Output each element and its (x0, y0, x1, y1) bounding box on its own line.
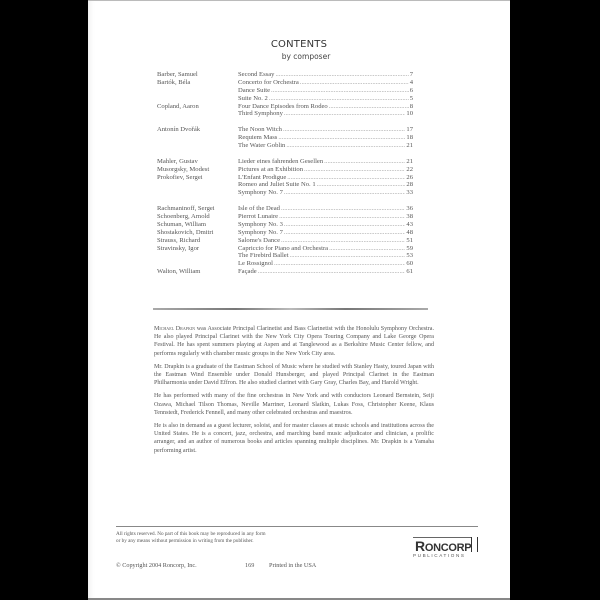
toc-page-number: 43 (406, 220, 413, 228)
dot-leader (279, 213, 405, 221)
document-page (88, 0, 510, 600)
toc-work-title: The Firebird Ballet (238, 252, 289, 260)
toc-composer: Walton, William (157, 268, 201, 276)
toc-entry (238, 103, 413, 111)
toc-page-number: 6 (409, 86, 413, 94)
toc-row (157, 221, 497, 229)
dot-leader (329, 103, 409, 111)
toc-entry (238, 252, 413, 260)
logo-subtitle: PUBLICATIONS (413, 553, 466, 558)
dot-leader (258, 268, 406, 276)
bio-paragraph-3: He has performed with many of the fine orchestras in New York and with conductors Leonard Bernstein, Seiji Ozawa, Michael Tilson Thomas, Neville Marriner, Leonard Slatkin, Lukas Foss, Christopher Keene, Klaus Tennstedt, Frederick Fennell, and many other celebrated orchestras and maestros. (154, 393, 434, 416)
toc-row (157, 245, 497, 253)
dot-leader (281, 205, 405, 213)
page-subtitle: by composer (281, 52, 331, 61)
toc-entry (238, 174, 413, 182)
toc-work-title: Dance Suite (238, 86, 271, 94)
table-of-contents (157, 71, 497, 276)
toc-work-title: Second Essay (238, 71, 275, 78)
toc-row (157, 237, 497, 245)
toc-composer: Musorgsky, Modest (157, 165, 210, 173)
bio-paragraph-1: Michael Drapkin was Associate Principal Clarinetist and Bass Clarinetist with the Honolulu Symphony Orchestra. He also played Principal Clarinet with the New York City Opera Touring Company and Lake George Opera Festival. He has spent summers playing at Aspen and at Tanglewood as a Berkshire Music Center fellow, and performs regularly with chamber music groups in the New York City area. (154, 326, 434, 357)
toc-work-title: Romeo and Juliet Suite No. 1 (238, 181, 316, 189)
printed-in: Printed in the USA (269, 562, 317, 569)
toc-composer: Mahler, Gustav (157, 157, 198, 165)
toc-entry (238, 95, 413, 103)
toc-composer: Rachmaninoff, Sergei (157, 205, 215, 213)
toc-work-title: Symphony No. 7 (238, 189, 283, 197)
toc-row (157, 166, 497, 174)
toc-row (157, 126, 497, 134)
toc-composer: Barber, Samuel (157, 71, 198, 78)
toc-work-title: Isle of the Dead (238, 205, 280, 213)
footer-divider (116, 526, 478, 527)
toc-entry (238, 229, 413, 237)
toc-work-title: The Water Goblin (238, 142, 286, 150)
toc-composer: Strauss, Richard (157, 236, 201, 244)
logo-bars (471, 537, 478, 552)
dot-leader (304, 166, 405, 174)
toc-page-number: 7 (409, 71, 413, 78)
toc-work-title: Salome's Dance (238, 236, 281, 244)
toc-work-title: The Noon Witch (238, 126, 282, 134)
toc-work-title: Lieder eines fahrenden Gesellen (238, 157, 324, 165)
toc-page-number: 28 (406, 181, 413, 189)
toc-composer: Stravinsky, Igor (157, 244, 200, 252)
toc-page-number: 5 (409, 94, 413, 102)
toc-row (157, 252, 497, 260)
page-title: CONTENTS (270, 39, 328, 50)
toc-work-title: Suite No. 2 (238, 94, 268, 102)
toc-composer: Prokofiev, Sergei (157, 173, 203, 181)
toc-work-title: Capriccio for Piano and Orchestra (238, 244, 329, 252)
toc-work-title: Le Rossignol (238, 260, 273, 268)
toc-work-title: Pierrot Lunaire (238, 213, 279, 221)
toc-page-number: 21 (406, 157, 413, 165)
dot-leader (284, 189, 406, 197)
toc-work-title: L'Enfant Prodigue (238, 173, 287, 181)
toc-entry (238, 142, 413, 150)
toc-page-number: 36 (406, 205, 413, 213)
dot-leader (284, 229, 406, 237)
rights-notice: All rights reserved. No part of this book may be reproduced in any form or by any means without permission in writing from the publisher. (116, 531, 266, 544)
toc-entry (238, 79, 413, 87)
toc-page-number: 21 (406, 142, 413, 150)
toc-entry (238, 221, 413, 229)
toc-entry (238, 260, 413, 268)
toc-row (157, 95, 497, 103)
toc-page-number: 17 (406, 126, 413, 134)
dot-leader (329, 245, 405, 253)
toc-work-title: Symphony No. 7 (238, 228, 283, 236)
dot-leader (287, 174, 405, 182)
toc-entry (238, 213, 413, 221)
dot-leader (286, 142, 405, 150)
toc-work-title: Four Dance Episodes from Rodeo (238, 102, 328, 110)
toc-work-title: Concerto for Orchestra (238, 78, 299, 86)
toc-work-title: Requiem Mass (238, 134, 278, 142)
toc-row (157, 103, 497, 111)
toc-page-number: 33 (406, 189, 413, 197)
toc-row (157, 189, 497, 197)
toc-entry (238, 205, 413, 213)
dot-leader (278, 134, 405, 142)
toc-work-title: Façade (238, 268, 257, 276)
copyright: © Copyright 2004 Roncorp, Inc. (116, 562, 197, 569)
dot-leader (271, 87, 409, 95)
toc-row (157, 260, 497, 268)
page-number: 169 (245, 562, 255, 569)
dot-leader (275, 71, 408, 79)
toc-composer: Bartók, Béla (157, 78, 191, 86)
author-bio (154, 325, 434, 460)
toc-row (157, 134, 497, 142)
toc-page-number: 26 (406, 173, 413, 181)
toc-entry (238, 189, 413, 197)
bio-paragraph-4: He is also in demand as a guest lecturer, soloist, and for master classes at music schools and institutions across the United States. He is a concert, jazz, orchestra, and marching band music adjudicator and clinician, a prolific arranger, and an author of numerous books and articles spanning multiple disciplines. Mr. Drapkin is a Yamaha performing artist. (154, 423, 434, 454)
toc-row (157, 79, 497, 87)
toc-entry (238, 158, 413, 166)
dot-leader (317, 181, 406, 189)
toc-page-number: 60 (406, 260, 413, 268)
toc-page-number: 59 (406, 244, 413, 252)
toc-page-number: 8 (409, 102, 413, 110)
toc-page-number: 18 (406, 134, 413, 142)
toc-page-number: 10 (406, 110, 413, 118)
author-name: Michael Drapkin (154, 326, 196, 332)
toc-page-number: 22 (406, 165, 413, 173)
toc-row (157, 142, 497, 150)
dot-leader (324, 158, 405, 166)
toc-work-title: Pictures at an Exhibition (238, 165, 304, 173)
dot-leader (283, 126, 405, 134)
logo-name: RONCORP (415, 538, 472, 554)
toc-entry (238, 71, 413, 79)
toc-page-number: 61 (406, 268, 413, 276)
toc-entry (238, 181, 413, 189)
toc-spacer (157, 197, 497, 205)
toc-entry (238, 245, 413, 253)
toc-spacer (157, 150, 497, 158)
dot-leader (284, 221, 406, 229)
toc-composer: Copland, Aaron (157, 102, 199, 110)
bio-paragraph-2: Mr. Drapkin is a graduate of the Eastman School of Music where he studied with Stanley Hasty, toured Japan with the Eastman Wind Ensemble under Donald Hunsberger, and played Principal Clarinet in the Eastman Philharmonia under David Effron. He also studied clarinet with Gary Gray, Charles Bay, and Harold Wright. (154, 363, 434, 387)
toc-row (157, 213, 497, 221)
toc-row (157, 71, 497, 79)
toc-composer: Shostakovich, Dmitri (157, 228, 214, 236)
toc-row (157, 229, 497, 237)
dot-leader (281, 237, 405, 245)
toc-entry (238, 134, 413, 142)
toc-entry (238, 126, 413, 134)
toc-row (157, 87, 497, 95)
toc-row (157, 174, 497, 182)
toc-page-number: 38 (406, 213, 413, 221)
toc-row (157, 110, 497, 118)
divider (153, 308, 428, 310)
toc-row (157, 158, 497, 166)
toc-row (157, 181, 497, 189)
toc-entry (238, 110, 413, 118)
toc-entry (238, 87, 413, 95)
dot-leader (274, 260, 405, 268)
toc-composer: Schoenberg, Arnold (157, 213, 210, 221)
dot-leader (300, 79, 409, 87)
dot-leader (269, 95, 409, 103)
toc-entry (238, 237, 413, 245)
toc-page-number: 53 (406, 252, 413, 260)
toc-row (157, 205, 497, 213)
publisher-logo (413, 537, 479, 561)
toc-row (157, 268, 497, 276)
toc-page-number: 4 (409, 78, 413, 86)
toc-composer: Schuman, William (157, 220, 207, 228)
dot-leader (290, 252, 406, 260)
toc-page-number: 48 (406, 228, 413, 236)
toc-work-title: Third Symphony (238, 110, 283, 118)
toc-spacer (157, 118, 497, 126)
toc-entry (238, 268, 413, 276)
toc-entry (238, 166, 413, 174)
toc-page-number: 51 (406, 236, 413, 244)
toc-work-title: Symphony No. 3 (238, 220, 283, 228)
dot-leader (284, 110, 406, 118)
toc-composer: Antonín Dvořák (157, 126, 201, 134)
